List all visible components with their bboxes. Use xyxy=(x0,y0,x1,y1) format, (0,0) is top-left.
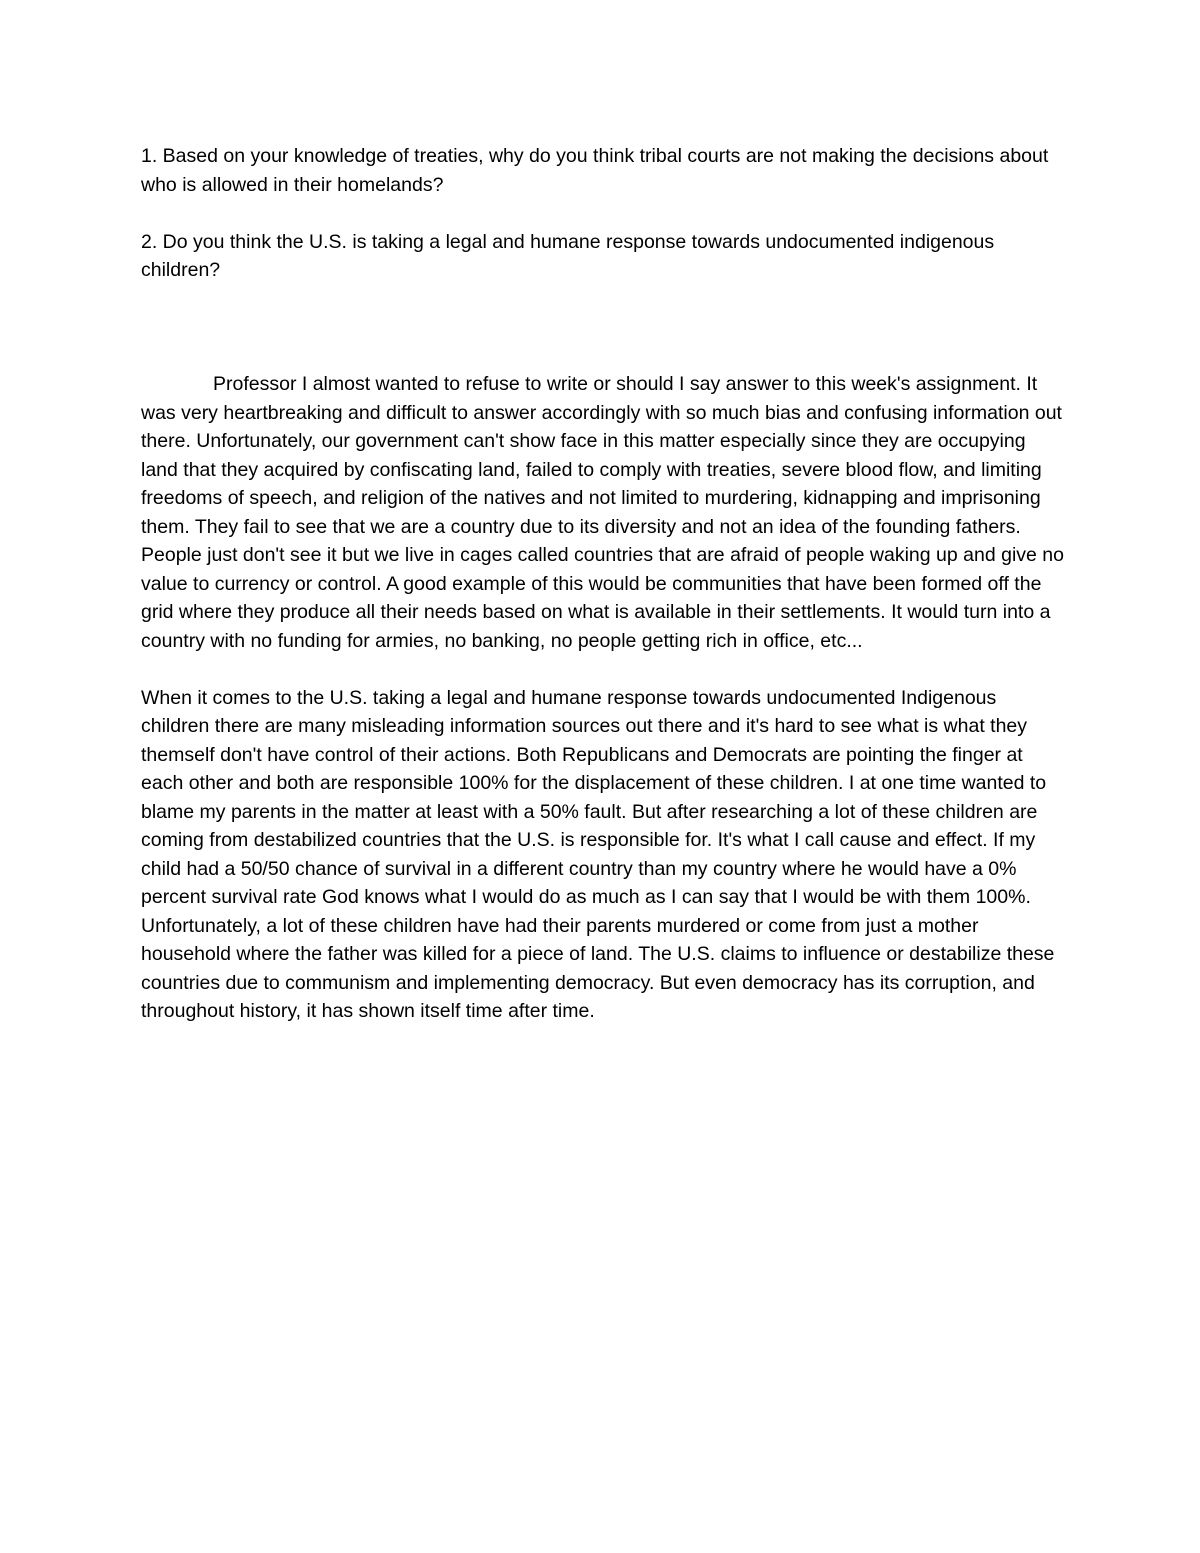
essay-paragraph-2: When it comes to the U.S. taking a legal and humane response towards undocumented Indigenous children there are many misleading information sources out there and it's hard to see what is what they themself don't have control of their actions. Both Republicans and Democrats are pointing the finger at each other and both are responsible 100% for the displacement of these children. I at one time wanted to blame my parents in the matter at least with a 50% fault. But after researching a lot of these children are coming from destabilized countries that the U.S. is responsible for. It's what I call cause and effect. If my child had a 50/50 chance of survival in a different country than my country where he would have a 0% percent survival rate God knows what I would do as much as I can say that I would be with them 100%. Unfortunately, a lot of these children have had their parents murdered or come from just a mother household where the father was killed for a piece of land. The U.S. claims to influence or destabilize these countries due to communism and implementing democracy. But even democracy has its corruption, and throughout history, it has shown itself time after time. xyxy=(141,686,1055,1022)
question-2: 2. Do you think the U.S. is taking a legal and humane response towards undocumented indigenous children? xyxy=(141,230,995,281)
essay-response xyxy=(141,370,1066,1026)
question-1: 1. Based on your knowledge of treaties, why do you think tribal courts are not making the decisions about who is allowed in their homelands? xyxy=(141,145,1049,196)
document-body xyxy=(141,142,1066,1026)
essay-paragraph-1: Professor I almost wanted to refuse to write or should I say answer to this week's assignment. It was very heartbreaking and difficult to answer accordingly with so much bias and confusing information out there. Unfortunately, our government can't show face in this matter especially since they are occupying land that they acquired by confiscating land, failed to comply with treaties, severe blood flow, and limiting freedoms of speech, and religion of the natives and not limited to murdering, kidnapping and imprisoning them. They fail to see that we are a country due to its diversity and not an idea of the founding fathers. People just don't see it but we live in cages called countries that are afraid of people waking up and give no value to currency or control. A good example of this would be communities that have been formed off the grid where they produce all their needs based on what is available in their settlements. It would turn into a country with no funding for armies, no banking, no people getting rich in office, etc... xyxy=(141,373,1064,652)
